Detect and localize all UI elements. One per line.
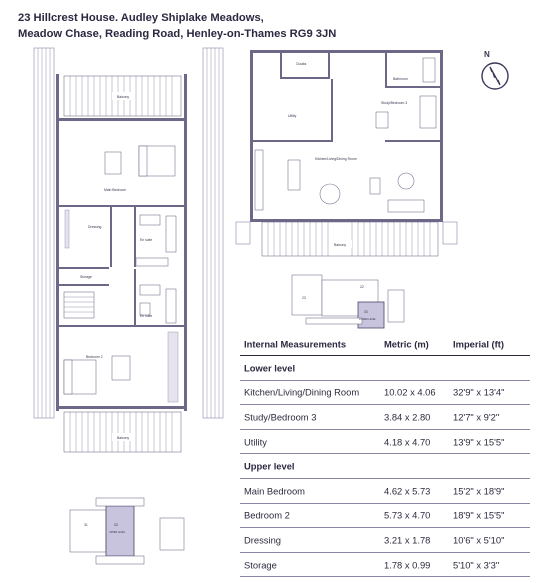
key-unit-a: 23 <box>302 296 306 300</box>
kitchen-island <box>288 160 300 190</box>
sofa-icon <box>105 152 121 174</box>
wardrobe-right <box>168 332 178 402</box>
lower-level-plan <box>236 50 457 256</box>
wardrobe-left <box>65 210 69 248</box>
room-balcony-bottom: Balcony <box>117 436 130 440</box>
key-upper-label: UPPER LEVEL <box>109 531 126 534</box>
compass-letter: N <box>484 50 490 59</box>
table-row: Bedroom 2 5.73 x 4.70 18'9" x 15'5" <box>240 504 530 529</box>
header-metric: Metric (m) <box>384 338 429 350</box>
room-en-suite-1: En suite <box>140 238 153 242</box>
key-lower-label: LOWER LEVEL <box>359 318 376 321</box>
header-name: Internal Measurements <box>244 338 347 350</box>
dining-table-icon <box>320 184 340 204</box>
balcony-lower <box>262 222 438 256</box>
key-plan-upper <box>70 498 184 564</box>
title-line-2: Meadow Chase, Reading Road, Henley-on-Thames RG9 3JN <box>18 28 337 40</box>
roof-right <box>203 48 223 418</box>
room-storage: Storage <box>80 275 92 279</box>
bath-icon <box>166 216 176 252</box>
room-bedroom-2: Bedroom 2 <box>86 355 103 359</box>
room-kitchen: Kitchen/Living/Dining Room <box>315 157 357 161</box>
sofa-lower-icon <box>388 200 424 212</box>
table-row: Main Bedroom 4.62 x 5.73 15'2" x 18'9" <box>240 479 530 504</box>
section-lower-level: Lower level <box>240 356 530 381</box>
stairs <box>64 292 94 318</box>
table-row: Study/Bedroom 3 3.84 x 2.80 12'7" x 9'2" <box>240 405 530 430</box>
balcony-bottom <box>64 412 181 452</box>
room-study: Study/Bedroom 3 <box>381 101 408 105</box>
title-line-1: 23 Hillcrest House. Audley Shiplake Meadows, <box>18 12 264 24</box>
table-row: Storage 1.78 x 0.99 5'10" x 3'3" <box>240 553 530 578</box>
room-en-suite-2: En suite <box>140 314 153 318</box>
room-utility: Utility <box>288 114 297 118</box>
table-row: Kitchen/Living/Dining Room 10.02 x 4.06 32'9" x 13'4" <box>240 381 530 406</box>
table-row: Utility 4.18 x 4.70 13'9" x 15'5" <box>240 430 530 455</box>
room-main-bedroom: Main Bedroom <box>104 188 127 192</box>
key-unit-c: 33 <box>364 310 368 314</box>
key-unit-31: 31 <box>84 523 88 527</box>
key-unit-33: 33 <box>114 523 118 527</box>
section-upper-level: Upper level <box>240 454 530 479</box>
table-row: Dressing 3.21 x 1.78 10'6" x 5'10" <box>240 528 530 553</box>
key-plan-lower <box>292 275 404 328</box>
table-header <box>240 333 530 356</box>
upper-level-plan <box>34 48 223 452</box>
key-unit-b: 22 <box>360 285 364 289</box>
room-cloaks: Cloaks <box>296 62 307 66</box>
measurements-table <box>240 333 530 577</box>
roof-left <box>34 48 54 418</box>
header-imperial: Imperial (ft) <box>453 338 505 350</box>
room-balcony-lower: Balcony <box>334 243 347 247</box>
room-balcony-top: Balcony <box>117 95 130 99</box>
room-dressing: Dressing <box>88 225 102 229</box>
room-bathroom: Bathroom <box>393 77 408 81</box>
